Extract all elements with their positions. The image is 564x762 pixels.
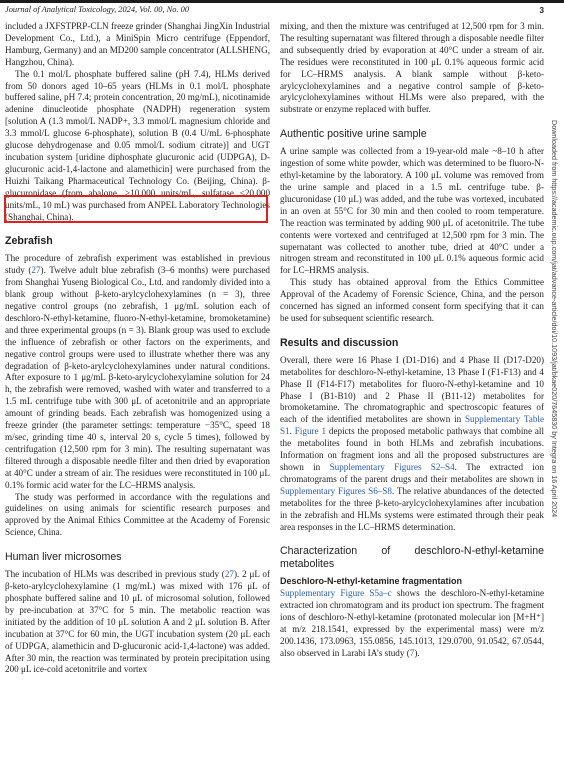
reference-link[interactable]: 27 bbox=[31, 265, 41, 276]
highlighted-text: purchased from the Huizhi Taikang Pharmaceutical Technology Co. (Beijing, China). β-glucuronidase (from abalone, bbox=[5, 163, 270, 198]
reference-link[interactable]: 7 bbox=[409, 647, 415, 658]
left-column bbox=[5, 21, 270, 676]
text: depicts the proposed metabolic pathways that combine all the metabolites found in both HLMs and zebrafish incubations. Information on fragment ions and all the proposed substructures are shown in bbox=[280, 426, 544, 472]
section-heading-hlm: Human liver microsomes bbox=[5, 551, 122, 564]
text: The 0.1 mol/L phosphate buffered saline (pH 7.4), HLMs derived from 50 donors aged 10–65 years (HLMs in 0.1 mol/L phosphate buffered saline, pH 7.4; protein concentration, 20 mg/mL), nicotinamide adenine dinucleotide phosphate (NADPH) regeneration system [solution A (1.3 mmol/L NADP+, 3.3 mmol/L magnesium chloride and 3.3 mmol/L glucose 6-phosphate), solution B (0.4 U/mL 6-phosphate glucose dehydrogenase and 0.05 mmol/L sodium citrate)] and UGT incubation system [uridine diphosphate glucuronic acid (UDPGA), D-glucuronic acid-1,4-lactone and alamethicin] were bbox=[5, 68, 270, 174]
paragraph: included a JXFSTPRP-CLN freeze grinder (Shanghai JingXin Industrial Development Co., Ltd.), a MiniSpin Micro centrifuge (Eppendorf, Hamburg, Germany) and an MD200 sample concentrator (ALLSHENG, Hangzhou, China). bbox=[5, 21, 270, 67]
supplementary-link[interactable]: Supplementary Figure S5a–c bbox=[280, 588, 392, 599]
subsection-heading: Deschloro-N-ethyl-ketamine fragmentation bbox=[280, 576, 463, 587]
text: ). 2 μL of β-keto-arylcyclohexylamine (1 mg/mL) was mixed with 176 μL of phosphate buffered saline and 10 μL of microsomal solution, followed by pre-incubation at 37°C for 5 min. The metabolic reaction was initiated by the addition of 10 μL solution A and 2 μL solution B. After incubation at 37°C for 60 min, the UGT incubation system (20 μL each of UDPGA, alamethicin and D-glucuronic acid-1,4-lactone) was added. After 30 min, the reaction was terminated by protein precipitation using 200 μL ice-cold acetonitrile and vortex bbox=[5, 569, 270, 675]
paragraph bbox=[5, 569, 270, 676]
section-heading-zebrafish: Zebrafish bbox=[5, 235, 53, 248]
figure-link[interactable]: Figure 1 bbox=[294, 426, 327, 437]
paragraph bbox=[5, 253, 270, 491]
supplementary-link[interactable]: Supplementary Figures S6–S8 bbox=[280, 485, 392, 496]
paragraph-materials bbox=[5, 69, 270, 224]
download-watermark bbox=[549, 120, 559, 640]
supplementary-link[interactable]: Supplementary Figures S2–S4 bbox=[329, 462, 455, 472]
text: Overall, there were 16 Phase I (D1-D16) and 4 Phase II (D17-D20) metabolites for deschloro-N-ethyl-ketamine, 13 Phase I (F1-F13) and 4 Phase II (F14-F17) metabolites for fluoro-N-ethyl-ketamine and 10 Phase I (B1-B10) and 2 Phase II (B11-12) metabolites for bromoketamine. The chromatographic and spectroscopic features of each of the identified metabolites are shown in bbox=[280, 354, 544, 425]
page-number: 3 bbox=[539, 5, 544, 15]
paragraph: The study was performed in accordance with the regulations and guidelines on using animals for scientific research purposes and approved by the Animal Ethics Committee at the Academy of Forensic Science, China. bbox=[5, 491, 270, 538]
paragraph: A urine sample was collected from a 19-year-old male ~8–10 h after ingestion of some white powder, which was determined to be fluoro-N-ethyl-ketamine by the laboratory. A 100 μL volume was removed from the urine sample and placed in a 1.5 mL centrifuge tube. β-glucuronidase (10 μL) was added, and the tube was vortexed, incubated in an oven at 55°C for 30 min and then cooled to room temperature. The reaction was terminated by adding 900 μL of acetonitrile. The tube contents were vortexed and centrifuged at 12,500 rpm for 3 min. The supernatant was collected to another tube, dried at 40°C under a nitrogen stream and reconstituted in 100 μL 0.1% aqueous formic acid for LC–HRMS analysis. bbox=[280, 146, 544, 276]
paragraph: This study has obtained approval from the Ethics Committee Approval of the Academy of Forensic Science, China, and the person concerned has signed an informed consent form specifying that it can be used for subsequent scientific research. bbox=[280, 277, 544, 323]
text: ). bbox=[414, 647, 420, 658]
text: . The relative abundances of the detected metabolites for the three β-keto-arylcyclohexylamines after incubation in the zebrafish and HLMs systems were estimated through their peak area responses in the LC–HRMS determination. bbox=[280, 485, 544, 532]
text: >10,000 units/mL, sulfatase <20,000 units/mL, 10 mL) was purchased from ANPEL Laboratory Technologies (Shanghai, China). bbox=[5, 187, 271, 222]
running-head: Journal of Analytical Toxicology, 2024, Vol. 00, No. 00 bbox=[5, 5, 190, 14]
section-heading-urine: Authentic positive urine sample bbox=[280, 128, 427, 141]
paragraph: mixing, and then the mixture was centrifuged at 12,500 rpm for 3 min. The resulting supernatant was filtered through a disposable needle filter and subsequently dried by evaporation at 40°C under a stream of air. The residues were reconstituted in 100 μL 0.1% aqueous formic acid for LC–HRMS analysis. A blank sample without β-keto-arylcyclohexylamines and a negative control sample of β-keto-arylcyclohexylamines without HLMs were also prepared, with the substrate or enzyme replaced with buffer. bbox=[280, 21, 544, 115]
watermark-text: Downloaded from https://academic.oup.com/jat/advance-article/doi/10.1093/jat/bkae020/7645830 by Integra on 16 April 2024 bbox=[550, 120, 559, 518]
section-heading-results: Results and discussion bbox=[280, 336, 399, 349]
supplementary-link[interactable]: Supplementary Table S1 bbox=[280, 414, 544, 437]
paragraph-results bbox=[280, 355, 544, 534]
text: ). Twelve adult blue zebrafish (3–6 months) were purchased from Shanghai Yuseng Biological Co., Ltd. and randomly divided into a blank group without β-keto-arylcyclohexylamines (n = 3), three negative control groups (no zebrafish, 1 μg/mL solution each of deschloro-N-ethyl-ketamine, fluoro-N-ethyl-ketamine, bromoketamine) and three experimental groups (n = 3). Blank group was used to exclude the influence of zebrafish or other factors on the experiments, and negative control groups were used to illustrate whether there was any degradation of β-keto-arylcyclohexylamines under natural conditions. After exposure to 1 μg/mL β-keto-arylcyclohexylamine solution for 24 h, the zebrafish were removed, washed with water and transferred to a 1.5 mL centrifuge tube with 300 μL of acetonitrile and an appropriate amount of grinding beads. Each zebrafish was homogenized using a freeze grinder (the parameter settings: temperature −35°C, speed 18 m/sec, grinding time 40 s, interval 20 s, cycle 5 times), followed by centrifugation (12,500 rpm for 3 min). The resulting supernatant was filtered through a disposable needle filter and then dried by evaporation at 40°C under a stream of air. The residues were reconstituted in 100 μL 0.1% formic acid water for the LC–HRMS analysis. bbox=[5, 265, 270, 490]
section-heading-characterization: Characterization of deschloro-N-ethyl-ketamine metabolites bbox=[280, 545, 544, 571]
right-column bbox=[280, 21, 544, 660]
text: The procedure of zebrafish experiment was established in previous study ( bbox=[5, 253, 270, 276]
reference-link[interactable]: 27 bbox=[224, 569, 234, 580]
text: shows the deschloro-N-ethyl-ketamine extracted ion chromatogram and its product ion spectrum. The fragment ions of deschloro-N-ethyl-ketamine (protonated molecular ion [M+H⁺] at m/z 218.1541, expressed by the experimental mass) were m/z 200.1436, 173.0963, 155.0856, 145.1013, 129.0700, 91.0542, 67.0544, also observed in Larabi IA’s study ( bbox=[280, 588, 544, 658]
text: . The extracted ion chromatograms of the parent drugs and their metabolites are shown in bbox=[280, 462, 544, 484]
paragraph bbox=[280, 588, 544, 659]
top-rule bbox=[0, 0, 564, 3]
text: The incubation of HLMs was described in previous study ( bbox=[5, 569, 225, 580]
text: . bbox=[289, 426, 295, 437]
